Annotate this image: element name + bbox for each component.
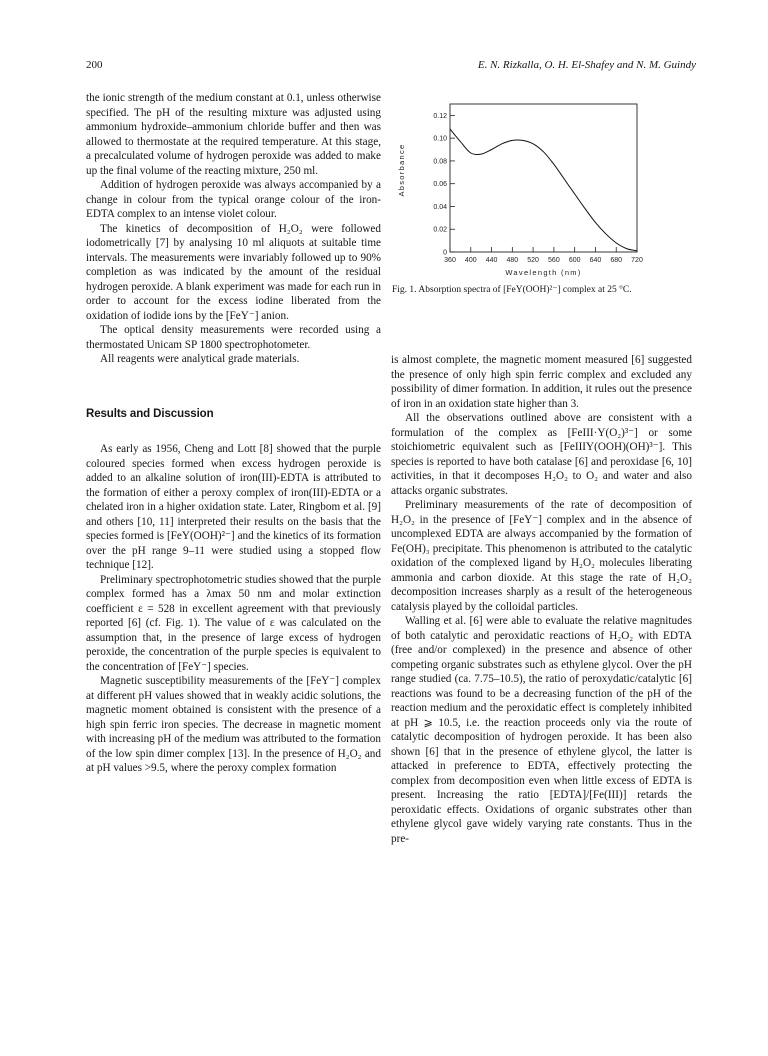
paragraph: Preliminary measurements of the rate of decomposition of H₂O₂ in the presence of [FeY⁻] complex and in the absence of uncomplexed EDTA are always accompanied by the formation of Fe(OH)₃ precipitate. This phenomenon is attributed to the catalytic oxidation of the complexed ligand by H₂O₂ molecules liberating ammonia and carbon dioxide. At this stage the rate of H₂O₂ decomposition increases sharply as a result of the heterogeneous catalysis played by the colloidal particles. — [391, 499, 692, 613]
plot-frame — [450, 104, 637, 252]
y-tick-label: 0.02 — [433, 226, 447, 234]
y-tick-label: 0 — [443, 249, 447, 257]
y-tick-label: 0.12 — [433, 112, 447, 120]
x-axis-label: Wavelength (nm) — [505, 268, 582, 277]
paragraph: Walling et al. [6] were able to evaluate the relative magnitudes of both catalytic and peroxidatic reactions of H₂O₂ with EDTA (free and/or complexed) in the presence and absence of other competing organic substrates such as ethylene glycol. Over the pH range studied (ca. 7.75–10.5), the ratio of peroxydatic/catalytic [6] reactions was found to be a decreasing function of the pH of the reaction medium and the peroxidatic effect is completely inhibited at pH ⩾ 10.5, i.e. the reaction proceeds only via the route of catalytic decomposition of hydrogen peroxide. It has been also shown [6] that in the presence of ethylene glycol, the latter is attacked in preference to EDTA, effectively protecting the complex from decomposition even when little excess of EDTA is present. Increasing the ratio [EDTA]/[Fe(III)] retards the peroxidatic effects. Oxidations of organic substrates other than ethylene glycol gave widely varying rate constants. Thus in the pre- — [391, 615, 692, 845]
spectrum-line — [450, 129, 637, 251]
absorption-chart — [392, 92, 692, 282]
x-tick-label: 520 — [527, 257, 539, 264]
x-tick-label: 400 — [464, 257, 477, 264]
paragraph: The kinetics of decomposition of H₂O₂ were followed iodometrically [7] by analysing 10 ml aliquots at suitable time intervals. The measurements were invariably followed up to 90% completion as was indicated by the amount of the residual hydrogen peroxide. A blank experiment was made for each run in order to account for the excess iodine liberated from the oxidation of iodide ions by the [FeY⁻] anion. — [86, 222, 381, 322]
y-tick-label: 0.04 — [433, 203, 447, 211]
x-tick-label: 480 — [506, 257, 519, 264]
figure-caption: Fig. 1. Absorption spectra of [FeY(OOH)²⁻] complex at 25 °C. — [392, 285, 632, 295]
figure-absorption-spectrum — [392, 92, 692, 335]
paragraph: As early as 1956, Cheng and Lott [8] showed that the purple coloured species formed when excess hydrogen peroxide is added to an alkaline solution of iron(III)-EDTA is attributed to the formation of either a peroxy complex of iron(III)-EDTA or a chelated iron in a higher oxidation state. Later, Ringbom et al. [9] and others [10, 11] interpreted their results on the basis that the species formed is [FeY(OOH)²⁻] and the kinetics of its formation over the pH range 9–11 were studied using a stopped flow technique [12]. — [86, 443, 381, 571]
x-tick-label: 640 — [589, 257, 602, 264]
paragraph: the ionic strength of the medium constant at 0.1, unless otherwise specified. The pH of the resulting mixture was adjusted using ammonium hydroxide–ammonium chloride buffer and then was allowed to thermostate at the required temperature. At this stage, a precalculated volume of hydrogen peroxide was added to make up the final volume of the reacting mixture, 250 ml. — [86, 92, 381, 177]
x-tick-label: 560 — [548, 257, 560, 264]
x-tick-label: 600 — [568, 257, 581, 264]
page-number: 200 — [86, 59, 103, 71]
paragraph: is almost complete, the magnetic moment measured [6] suggested the presence of only high spin ferric complex and excluded any possibility of dimer formation. In addition, it rules out the presence of iron in an oxidation state higher than 3. — [391, 354, 692, 410]
section-heading: Results and Discussion — [86, 407, 214, 420]
paragraph: The optical density measurements were recorded using a thermostated Unicam SP 1800 spectrophotometer. — [86, 324, 381, 351]
y-tick-label: 0.10 — [433, 135, 447, 143]
right-column — [391, 353, 692, 846]
y-tick-label: 0.08 — [433, 158, 447, 166]
paragraph: Magnetic susceptibility measurements of the [FeY⁻] complex at different pH values showed that in weakly acidic solutions, the magnetic moment obtained is consistent with the presence of a high spin ferric iron species. The decrease in magnetic moment with increasing pH of the medium was attributed to the formation of the low spin dimer complex [13]. In the presence of H₂O₂ and at pH values >9.5, where the peroxy complex formation — [86, 675, 381, 774]
x-tick-label: 360 — [444, 257, 456, 264]
x-tick-label: 680 — [610, 257, 623, 264]
paragraph: Preliminary spectrophotometric studies showed that the purple complex formed has a λmax 50 nm and molar extinction coefficient ε = 528 in excellent agreement with that previously reported [6] (cf. Fig. 1). The value of ε was calculated on the assumption that, in the presence of large excess of hydrogen peroxide, the concentration of the purple species is equivalent to the concentration of [FeY⁻] species. — [86, 573, 381, 673]
y-tick-label: 0.06 — [433, 181, 447, 189]
running-header-authors: E. N. Rizkalla, O. H. El-Shafey and N. M. Guindy — [477, 59, 696, 71]
x-tick-label: 720 — [631, 257, 643, 264]
paragraph: All reagents were analytical grade materials. — [100, 353, 300, 365]
paragraph: All the observations outlined above are consistent with a formulation of the complex as [FeIII·Y(O₂)³⁻] or some stoichiometric equivalent such as [FeIIIY(OOH)(OH)³⁻]. This species is reported to have both catalase [6] and peroxidase [6, 10] activities, in that it decomposes H₂O₂ to O₂ and water and also attacks organic substrates. — [391, 412, 692, 497]
x-tick-label: 440 — [485, 257, 498, 264]
y-axis-label: Absorbance — [397, 143, 406, 197]
paragraph: Addition of hydrogen peroxide was always accompanied by a change in colour from the typical orange colour of the iron-EDTA complex to an intense violet colour. — [86, 179, 381, 220]
left-column — [86, 91, 381, 776]
